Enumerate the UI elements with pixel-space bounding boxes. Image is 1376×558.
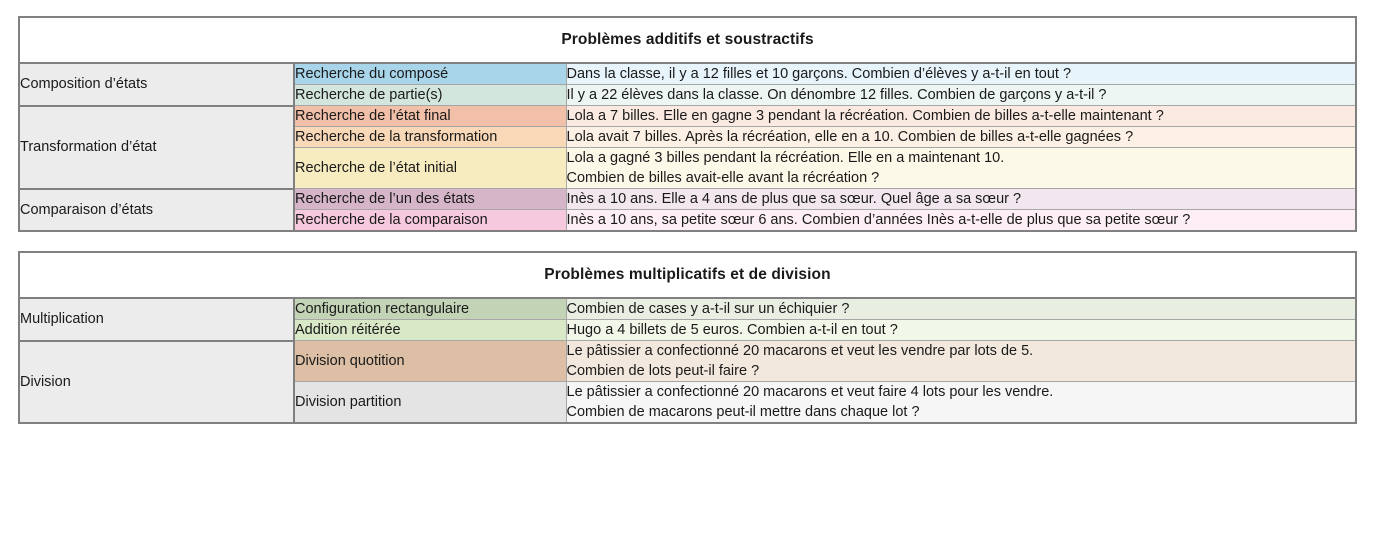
example-line: Lola a 7 billes. Elle en gagne 3 pendant la récréation. Combien de billes a-t-elle maintenant ? xyxy=(566,108,1164,124)
example-line: Combien de lots peut-il faire ? xyxy=(566,363,760,379)
table-title-row xyxy=(19,17,1356,63)
category-label: Comparaison d’états xyxy=(19,189,294,232)
tables-container xyxy=(18,16,1357,424)
table-row xyxy=(19,298,1356,320)
problem-example-text xyxy=(566,320,1356,341)
example-line: Combien de macarons peut-il mettre dans chaque lot ? xyxy=(566,404,920,420)
example-line: Le pâtissier a confectionné 20 macarons et veut les vendre par lots de 5. xyxy=(566,343,1034,359)
example-line: Le pâtissier a confectionné 20 macarons et veut faire 4 lots pour les vendre. xyxy=(566,384,1054,400)
category-label: Multiplication xyxy=(19,298,294,341)
example-line: Hugo a 4 billets de 5 euros. Combien a-t-il en tout ? xyxy=(566,322,898,338)
problem-table-multiplicative-division xyxy=(18,251,1357,424)
problem-type-label: Recherche de partie(s) xyxy=(294,85,566,106)
problem-type-label: Recherche de la comparaison xyxy=(294,210,566,232)
category-label: Composition d’états xyxy=(19,63,294,106)
problem-example-text xyxy=(566,127,1356,148)
table-title: Problèmes additifs et soustractifs xyxy=(19,17,1356,63)
problem-type-label: Recherche de l’état final xyxy=(294,106,566,127)
problem-type-label: Addition réitérée xyxy=(294,320,566,341)
problem-example-text xyxy=(566,210,1356,232)
example-line: Combien de billes avait-elle avant la récréation ? xyxy=(566,170,880,186)
table-row xyxy=(19,106,1356,127)
problem-type-label: Configuration rectangulaire xyxy=(294,298,566,320)
category-label: Division xyxy=(19,341,294,424)
table-title-row xyxy=(19,252,1356,298)
example-line: Inès a 10 ans, sa petite sœur 6 ans. Combien d’années Inès a-t-elle de plus que sa petite sœur ? xyxy=(566,212,1191,228)
problem-example-text xyxy=(566,148,1356,189)
example-line: Combien de cases y a-t-il sur un échiquier ? xyxy=(566,301,850,317)
problem-example-text xyxy=(566,382,1356,424)
problem-example-text xyxy=(566,85,1356,106)
problem-type-label: Division partition xyxy=(294,382,566,424)
category-label: Transformation d’état xyxy=(19,106,294,189)
example-line: Inès a 10 ans. Elle a 4 ans de plus que sa sœur. Quel âge a sa sœur ? xyxy=(566,191,1022,207)
problem-example-text xyxy=(566,341,1356,382)
problem-example-text xyxy=(566,106,1356,127)
example-line: Dans la classe, il y a 12 filles et 10 garçons. Combien d’élèves y a-t-il en tout ? xyxy=(566,66,1072,82)
problem-example-text xyxy=(566,63,1356,85)
problem-type-label: Recherche du composé xyxy=(294,63,566,85)
problem-type-label: Division quotition xyxy=(294,341,566,382)
example-line: Lola a gagné 3 billes pendant la récréation. Elle en a maintenant 10. xyxy=(566,150,1005,166)
example-line: Lola avait 7 billes. Après la récréation, elle en a 10. Combien de billes a-t-elle gagnées ? xyxy=(566,129,1134,145)
problem-example-text xyxy=(566,189,1356,210)
table-title: Problèmes multiplicatifs et de division xyxy=(19,252,1356,298)
problem-type-label: Recherche de la transformation xyxy=(294,127,566,148)
table-row xyxy=(19,189,1356,210)
problem-example-text xyxy=(566,298,1356,320)
table-row xyxy=(19,63,1356,85)
problem-type-label: Recherche de l’état initial xyxy=(294,148,566,189)
example-line: Il y a 22 élèves dans la classe. On dénombre 12 filles. Combien de garçons y a-t-il ? xyxy=(566,87,1107,103)
table-row xyxy=(19,341,1356,382)
problem-type-label: Recherche de l’un des états xyxy=(294,189,566,210)
problem-table-additive-subtractive xyxy=(18,16,1357,232)
